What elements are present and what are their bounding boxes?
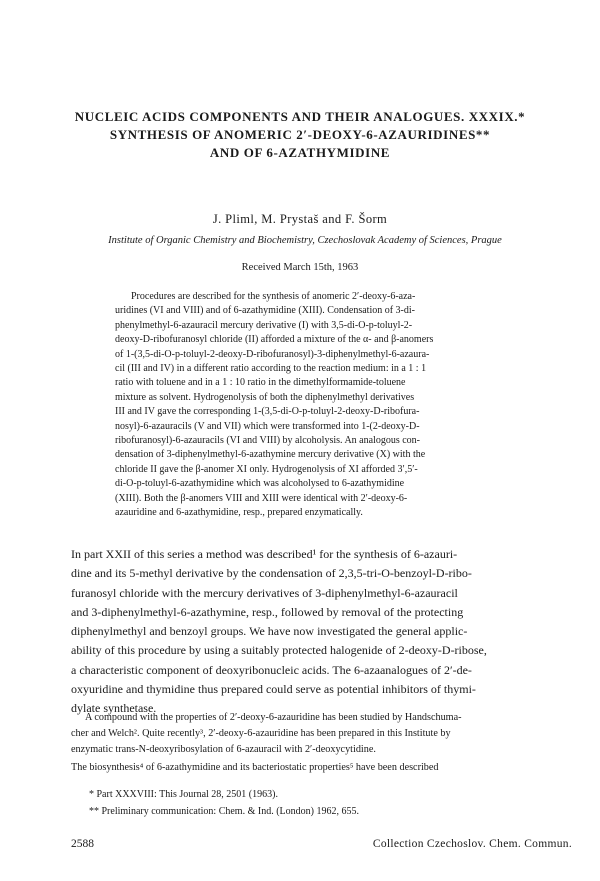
body-line: In part XXII of this series a method was described¹ for the synthesis of 6-azauri- bbox=[71, 547, 458, 561]
abstract-line: nosyl)-6-azauracils (V and VII) which were transformed into 1-(2-deoxy-D- bbox=[115, 420, 420, 432]
page-footer bbox=[71, 838, 572, 850]
body-line: dylate synthetase. bbox=[71, 701, 157, 716]
abstract-line: azauridine and 6-azathymidine, resp., prepared enzymatically. bbox=[115, 507, 363, 519]
body-line: A compound with the properties of 2′-deoxy-6-azauridine has been studied by Handschuma- bbox=[85, 712, 462, 723]
body-line: a characteristic component of deoxyribonucleic acids. The 6-azaanalogues of 2′-de- bbox=[71, 662, 472, 677]
abstract-line: deoxy-D-ribofuranosyl chloride (II) afforded a mixture of the α- and β-anomers bbox=[115, 334, 434, 346]
journal-name: Collection Czechoslov. Chem. Commun. bbox=[372, 838, 572, 850]
body-line: dine and its 5-methyl derivative by the condensation of 2,3,5-tri-O-benzoyl-D-ribo- bbox=[71, 566, 472, 581]
abstract-line: of 1-(3,5-di-O-p-toluyl-2-deoxy-D-ribofuranosyl)-3-diphenylmethyl-6-azaura- bbox=[115, 348, 430, 360]
body-paragraph-1 bbox=[71, 545, 571, 719]
abstract bbox=[115, 290, 513, 521]
body-paragraph-3 bbox=[71, 760, 571, 776]
footnote: * Part XXXVIII: This Journal 28, 2501 (1963). bbox=[89, 789, 278, 800]
body-line: cher and Welch². Quite recently³, 2′-deoxy-6-azauridine has been prepared in this Institute by bbox=[71, 728, 451, 739]
abstract-line: chloride II gave the β-anomer XI only. Hydrogenolysis of XI afforded 3′,5′- bbox=[115, 463, 418, 475]
title-line-1: NUCLEIC ACIDS COMPONENTS AND THEIR ANALOGUES. XXXIX.* bbox=[74, 109, 526, 124]
abstract-line: ribofuranosyl)-6-azauracils (VI and VIII) by alcoholysis. An analogous con- bbox=[115, 435, 420, 447]
body-line: furanosyl chloride with the mercury derivatives of 3-diphenylmethyl-6-azauracil bbox=[71, 585, 458, 600]
abstract-line: III and IV gave the corresponding 1-(3,5-di-O-p-toluyl-2-deoxy-D-ribofura- bbox=[115, 406, 420, 418]
abstract-line: Procedures are described for the synthesis of anomeric 2′-deoxy-6-aza- bbox=[131, 291, 416, 302]
abstract-line: phenylmethyl-6-azauracil mercury derivative (I) with 3,5-di-O-p-toluyl-2- bbox=[115, 319, 413, 331]
body-line: enzymatic trans-N-deoxyribosylation of 6-azauracil with 2′-deoxycytidine. bbox=[71, 744, 376, 755]
abstract-line: di-O-p-toluyl-6-azathymidine which was alcoholysed to 6-azathymidine bbox=[115, 478, 405, 490]
abstract-line: uridines (VI and VIII) and of 6-azathymidine (XIII). Condensation of 3-di- bbox=[115, 305, 415, 317]
page-number: 2588 bbox=[71, 838, 94, 850]
footnote: ** Preliminary communication: Chem. & Ind. (London) 1962, 655. bbox=[89, 806, 359, 817]
body-line: diphenylmethyl and benzoyl groups. We have now investigated the general applic- bbox=[71, 624, 468, 639]
article-title bbox=[40, 108, 560, 162]
footnotes bbox=[71, 785, 571, 820]
body-line: The biosynthesis⁴ of 6-azathymidine and its bacteriostatic properties⁵ have been described bbox=[71, 762, 439, 773]
body-line: and 3-diphenylmethyl-6-azathymine, resp., followed by removal of the protecting bbox=[71, 604, 464, 619]
title-line-3: AND OF 6-AZATHYMIDINE bbox=[209, 145, 391, 160]
authors: J. Pliml, M. Prystaš and F. Šorm bbox=[212, 212, 388, 226]
abstract-line: ratio with toluene and in a 1 : 10 ratio in the dimethylformamide-toluene bbox=[115, 377, 406, 389]
abstract-line: mixture as solvent. Hydrogenolysis of both the diphenylmethyl derivatives bbox=[115, 391, 415, 403]
abstract-line: (XIII). Both the β-anomers VIII and XIII were identical with 2′-deoxy-6- bbox=[115, 492, 408, 504]
title-line-2: SYNTHESIS OF ANOMERIC 2′-DEOXY-6-AZAURIDINES** bbox=[109, 127, 491, 142]
abstract-line: densation of 3-diphenylmethyl-6-azathymine mercury derivative (X) with the bbox=[115, 449, 426, 461]
institute: Institute of Organic Chemistry and Biochemistry, Czechoslovak Academy of Sciences, Prague bbox=[108, 235, 502, 246]
received-date: Received March 15th, 1963 bbox=[241, 262, 359, 273]
body-line: oxyuridine and thymidine thus prepared could serve as potential inhibitors of thymi- bbox=[71, 682, 476, 697]
body-line: ability of this procedure by using a suitably protected halogenide of 2-deoxy-D-ribose, bbox=[71, 643, 487, 658]
abstract-line: cil (III and IV) in a different ratio according to the reaction medium: in a 1 : 1 bbox=[115, 363, 427, 375]
body-paragraph-2 bbox=[71, 710, 571, 758]
